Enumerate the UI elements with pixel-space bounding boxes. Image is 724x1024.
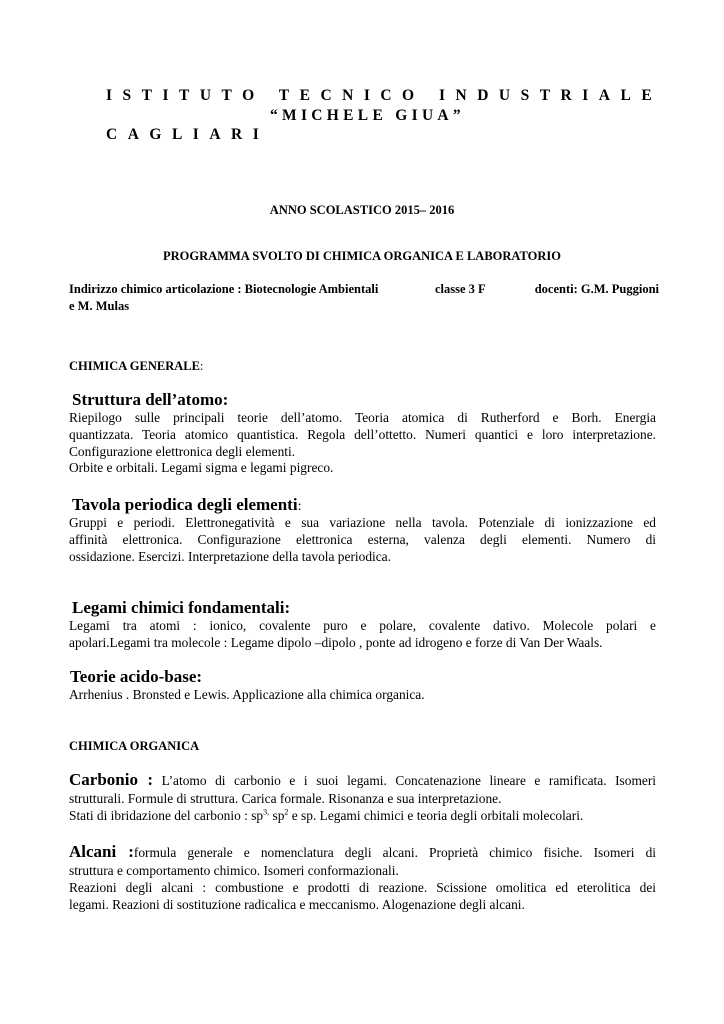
- section-chimica-generale: [69, 359, 203, 374]
- lead-alcani: Alcani :: [69, 842, 134, 861]
- text-line: Legami tra atomi : ionico, covalente puro e polare, covalente dativo. Molecole polari e: [69, 618, 656, 633]
- lead-carbonio: Carbonio :: [69, 770, 154, 789]
- text-line: Configurazione elettronica degli elementi.: [69, 443, 296, 459]
- heading-struttura: Struttura dell’atomo:: [72, 390, 229, 409]
- heading-tavola: [72, 495, 301, 515]
- text-line: Carbonio : L’atomo di carbonio e i suoi legami. Concatenazione lineare e ramificata. Isomeri: [69, 770, 656, 789]
- course-classe: classe 3 F: [435, 282, 486, 296]
- text-line: Orbite e orbitali. Legami sigma e legami pigreco.: [69, 460, 334, 476]
- para-struttura: [69, 410, 656, 477]
- section-chimica-organica: CHIMICA ORGANICA: [69, 739, 200, 753]
- heading-acido-base: Teorie acido-base:: [70, 667, 203, 686]
- text-line: Arrhenius . Bronsted e Lewis. Applicazione alla chimica organica.: [69, 687, 425, 702]
- text-line: strutturali. Formule di struttura. Carica formale. Risonanza e sua interpretazione.: [69, 791, 502, 806]
- program-title: PROGRAMMA SVOLTO DI CHIMICA ORGANICA E LABORATORIO: [163, 249, 561, 263]
- text-line: ossidazione. Esercizi. Interpretazione della tavola periodica.: [69, 548, 391, 564]
- text-line: quantizzata. Teoria atomico quantistica. Regola dell’ottetto. Numeri quantici e loro interpretazione.: [69, 426, 656, 442]
- text-line: legami. Reazioni di sostituzione radicalica e meccanismo. Alogenazione degli alcani.: [69, 896, 525, 912]
- institute-name: ISTITUTO TECNICO INDUSTRIALE: [106, 87, 663, 104]
- text-line: Gruppi e periodi. Elettronegatività e sua variazione nella tavola. Potenziale di ionizzazione ed: [69, 515, 656, 530]
- heading-tavola-colon: :: [297, 499, 302, 514]
- course-docenti-cont: e M. Mulas: [69, 299, 130, 313]
- course-docenti: docenti: G.M. Puggioni: [534, 282, 659, 296]
- text-line: Alcani :formula generale e nomenclatura degli alcani. Proprietà chimico fisiche. Isomeri di: [69, 842, 656, 861]
- section-colon: :: [199, 359, 204, 373]
- school-year: ANNO SCOLASTICO 2015– 2016: [269, 203, 455, 217]
- para-legami: [69, 618, 656, 652]
- course-info: [69, 281, 659, 315]
- para-alcani: [69, 842, 656, 913]
- text-line: Reazioni degli alcani : combustione e prodotti di reazione. Scissione omolitica ed eterolitica dei: [69, 879, 656, 895]
- institute-dedication: “MICHELE GIUA”: [270, 107, 465, 124]
- para-acido-base: [69, 687, 656, 704]
- text-line: Stati di ibridazione del carbonio : $sp^{3,}$ $sp^2$ e sp. Legami chimici e teoria degli orbitali molecolari.: [69, 807, 584, 823]
- text-line: struttura e comportamento chimico. Isomeri conformazionali.: [69, 863, 399, 878]
- text-line: apolari.Legami tra molecole : Legame dipolo –dipolo , ponte ad idrogeno e forze di Van Der Waals.: [69, 634, 603, 650]
- text-line: Riepilogo sulle principali teorie dell’atomo. Teoria atomica di Rutherford e Borh. Energia: [69, 410, 656, 425]
- para-tavola: [69, 515, 656, 565]
- heading-legami: Legami chimici fondamentali:: [72, 598, 291, 617]
- para-carbonio: [69, 770, 656, 825]
- course-indirizzo: Indirizzo chimico articolazione : Biotecnologie Ambientali: [69, 282, 379, 296]
- heading-tavola-text: Tavola periodica degli elementi: [72, 495, 298, 514]
- section-title: CHIMICA GENERALE: [69, 359, 200, 373]
- text-line: affinità elettronica. Configurazione elettronica esterna, valenza degli elementi. Numero di: [69, 531, 656, 547]
- institute-city: CAGLIARI: [106, 126, 270, 143]
